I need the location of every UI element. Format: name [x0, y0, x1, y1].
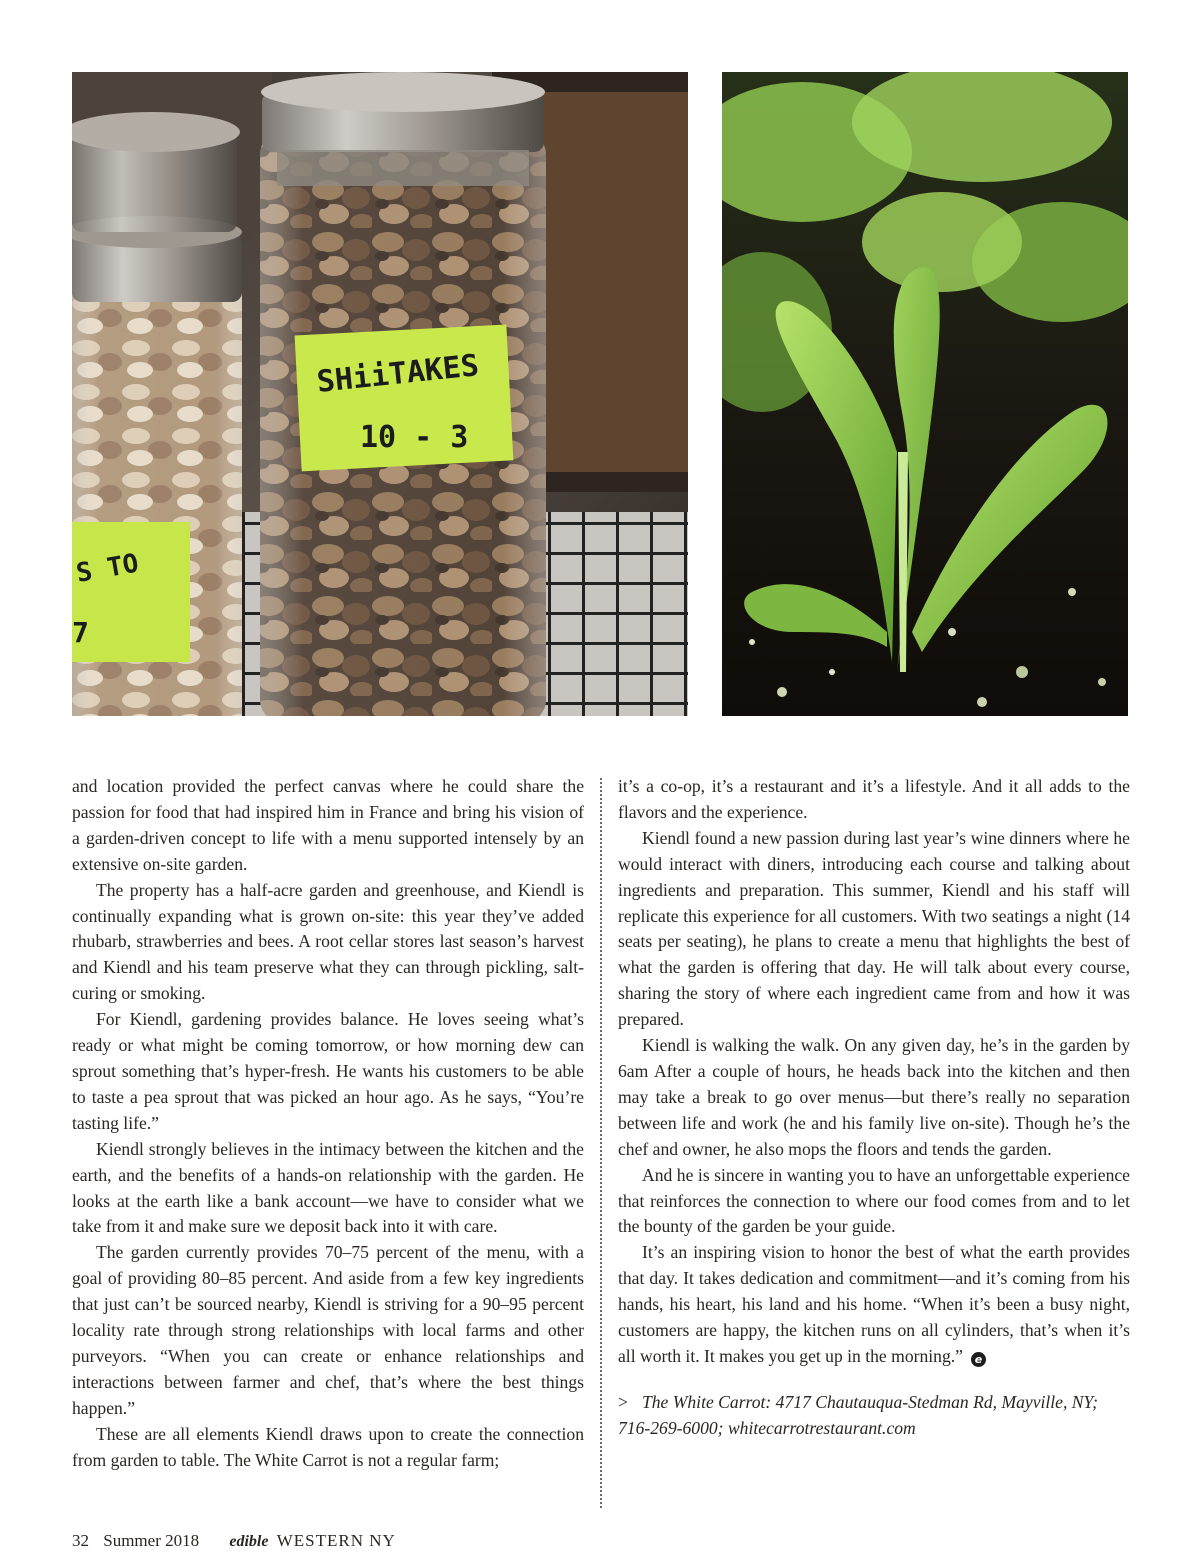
main-jar-label-line2: 10 - 3 [360, 420, 469, 455]
column-divider [600, 778, 602, 1508]
page-number: 32 [72, 1531, 89, 1550]
paragraph: Kiendl found a new passion during last year’s wine dinners where he would interact with diners, introducing each course and talking about ingredients and preparation. This summer, Kiendl and his staff will replicate this experience for all customers. With two seatings a night (14 seats per seating), he plans to create a menu that highlights the best of what the garden is offering that day. He will talk about every course, sharing the story of where each ingredient came from and how it was prepared. [618, 827, 1130, 1030]
side-jar-label-line2: 7 [72, 616, 89, 649]
paragraph: For Kiendl, gardening provides balance. He loves seeing what’s ready or what might be coming tomorrow, or how morning dew can sprout something that’s hyper-fresh. He wants his customers to be able to taste a pea sprout that was picked an hour ago. As he says, “You’re tasting life.” [72, 1009, 584, 1133]
page-footer [72, 1531, 396, 1551]
paragraph: and location provided the perfect canvas where he could share the passion for food that had inspired him in France and bring his vision of a garden-driven concept to life with a menu supported intensely by an extensive on-site garden. [72, 776, 584, 874]
side-jar-label-line1: S TO [74, 548, 141, 589]
paragraph-last [618, 1240, 1130, 1370]
paragraph: The property has a half-acre garden and greenhouse, and Kiendl is continually expanding what is grown on-site: this year they’ve added rhubarb, strawberries and bees. A root cellar stores last season’s harvest and Kiendl and his team preserve what they can through pickling, salt-curing or smoking. [72, 879, 584, 1004]
closing-text: It’s an inspiring vision to honor the best of what the earth provides that day. It takes dedication and commitment—and it’s coming from his hands, his heart, his land and his home. “When it’s been a busy night, customers are happy, the kitchen runs on all cylinders, that’s when it’s all worth it. It makes you get up in the morning.” [618, 1242, 1130, 1366]
paragraph: And he is sincere in wanting you to have an unforgettable experience that reinforces the connection to where our food comes from and to let the bounty of the garden be your guide. [618, 1164, 1130, 1237]
article-column-left [72, 774, 584, 1473]
paragraph: The garden currently provides 70–75 percent of the menu, with a goal of providing 80–85 percent. And aside from a few key ingredients that just can’t be sourced nearby, Kiendl is striving for a 90–95 percent locality rate through strong relationships with local farms and other purveyors. “When you can create or enhance relationships and interactions between farmer and chef, that’s where the best things happen.” [72, 1242, 584, 1418]
magazine-brand-script: edible [229, 1533, 269, 1550]
venue-address: The White Carrot: 4717 Chautauqua-Stedman Rd, Mayville, NY; 716-269-6000; whitecarrotrestaurant.com [618, 1391, 1099, 1438]
issue-date: Summer 2018 [103, 1531, 200, 1550]
article-column-right [618, 774, 1130, 1442]
paragraph: Kiendl strongly believes in the intimacy between the kitchen and the earth, and the benefits of a hands-on relationship with the garden. He looks at the earth like a bank account—we have to consider what we take from it and make sure we deposit back into it with care. [72, 1138, 584, 1237]
photo-seedling-greens [722, 72, 1128, 716]
paragraph: Kiendl is walking the walk. On any given day, he’s in the garden by 6am After a couple of hours, he heads back into the kitchen and then may take a break to go over menus—but there’s really no separation between life and work (he and his family live on-site). Though he’s the chef and owner, he also mops the floors and tends the garden. [618, 1035, 1130, 1159]
paragraph: it’s a co-op, it’s a restaurant and it’s a lifestyle. And it all adds to the flavors and the experience. [618, 776, 1130, 822]
paragraph: These are all elements Kiendl draws upon to create the connection from garden to table. The White Carrot is not a regular farm; [72, 1423, 584, 1470]
end-mark-icon: e [971, 1352, 986, 1367]
magazine-brand-region: WESTERN NY [276, 1531, 396, 1550]
photo-shiitake-jars [72, 72, 688, 716]
address-marker: > [618, 1391, 628, 1412]
venue-info [618, 1390, 1130, 1442]
main-jar-label-line1: SHiiTAKES [315, 348, 481, 400]
